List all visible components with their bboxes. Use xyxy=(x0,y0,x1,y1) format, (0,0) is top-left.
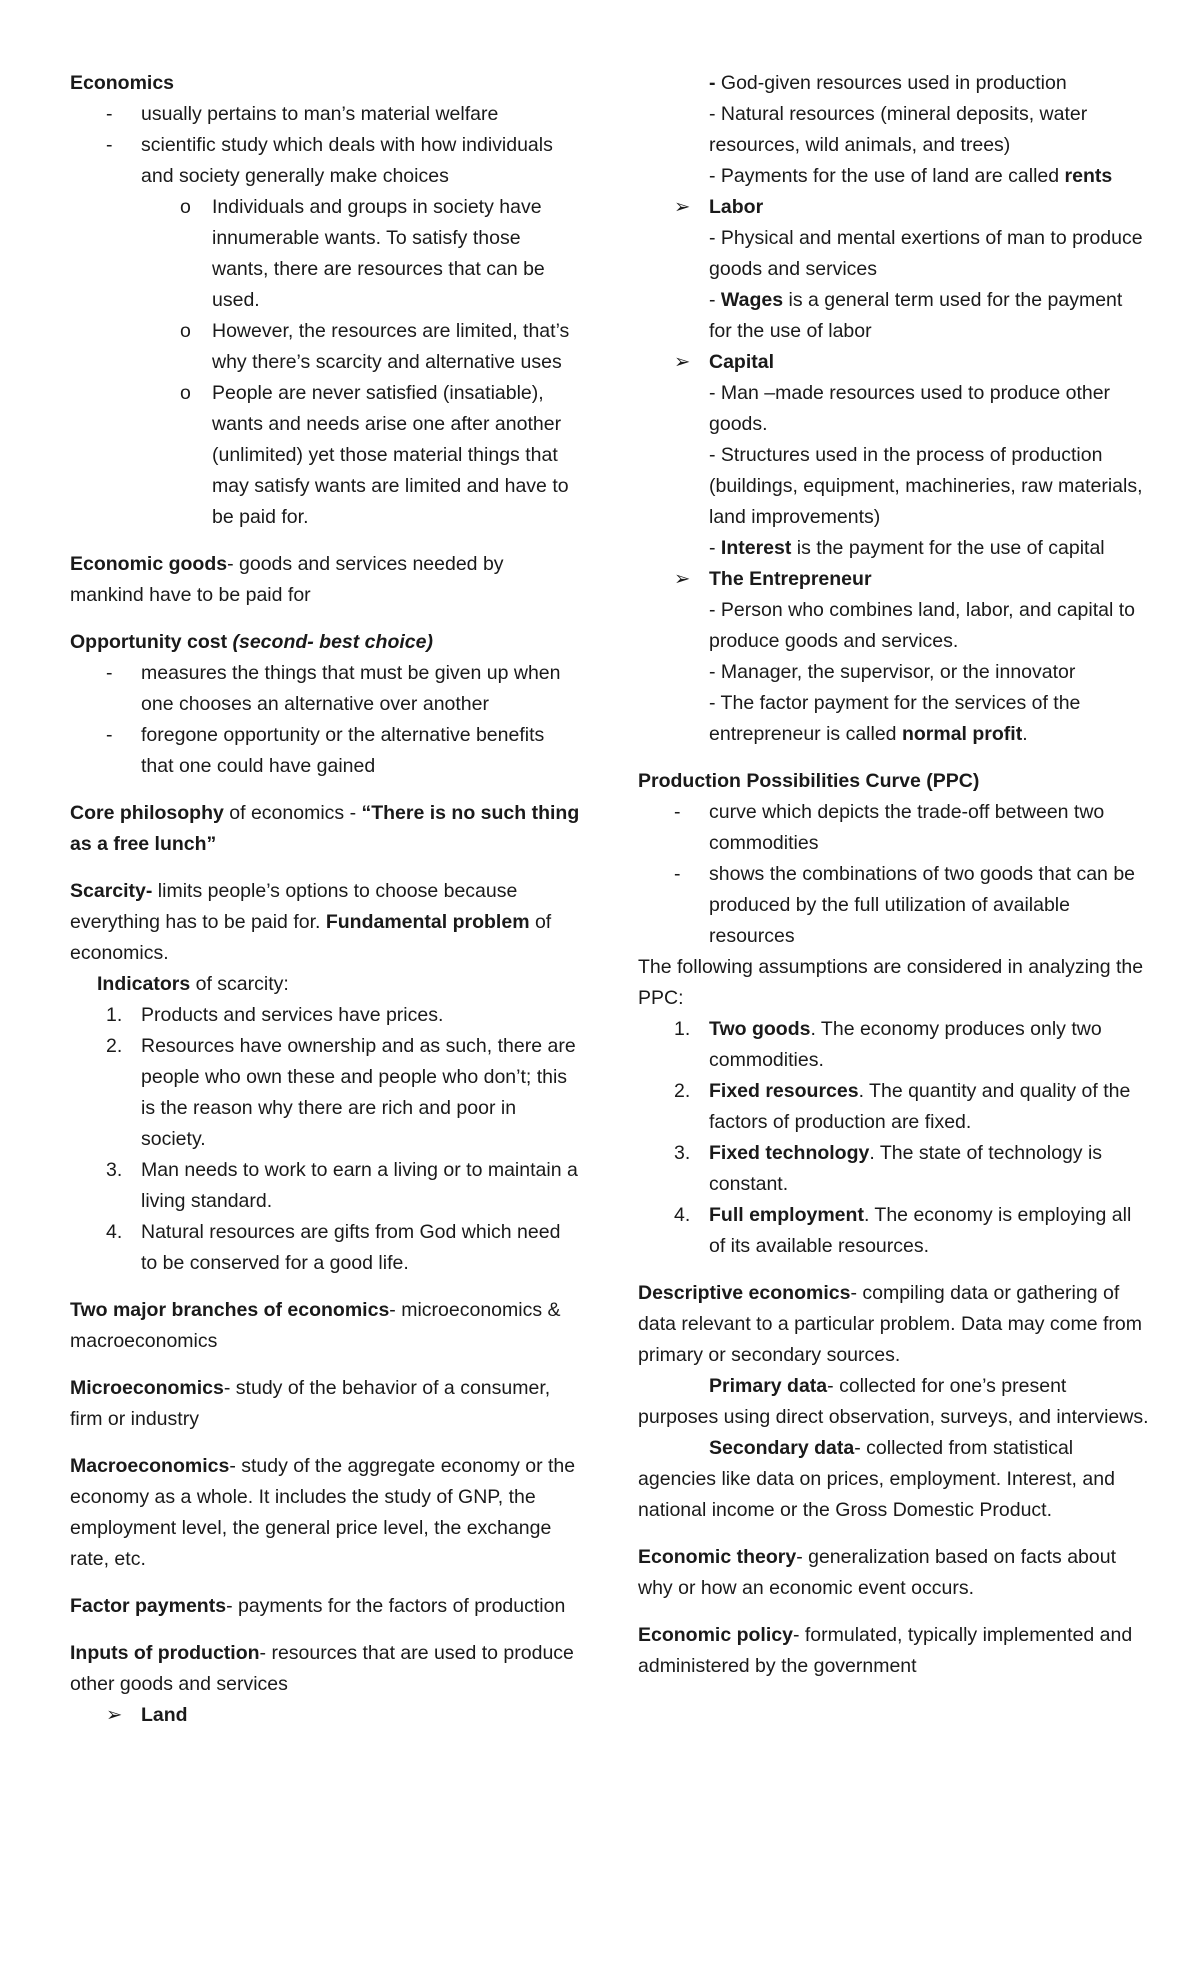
item-number: 1. xyxy=(674,1018,691,1040)
ppc-assumption-3 xyxy=(638,1138,1150,1200)
item-number: 3. xyxy=(674,1142,691,1164)
ppc-title: Production Possibilities Curve (PPC) xyxy=(638,770,980,792)
scarcity-text: limits people’s options to choose because everything has to be paid for. xyxy=(70,880,518,933)
primary-data-definition xyxy=(638,1371,1150,1433)
scarcity-indicators-heading xyxy=(70,969,582,1000)
land-desc-3 xyxy=(638,161,1150,192)
scarcity-item-3 xyxy=(70,1155,582,1217)
opportunity-cost-term: Opportunity cost xyxy=(70,631,228,653)
inputs-term: Inputs of production xyxy=(70,1642,260,1664)
entrepreneur-line-3-text: - The factor payment for the services of the entrepreneur is called xyxy=(709,692,1081,745)
capital-line-3 xyxy=(638,533,1150,564)
inputs-definition xyxy=(70,1638,582,1700)
ppc-assumption-2 xyxy=(638,1076,1150,1138)
assumption-text: . The state of technology is constant. xyxy=(709,1142,1103,1195)
labor-line-2-text: is a general term used for the payment for the use of labor xyxy=(709,289,1123,342)
labor-dash: - xyxy=(709,289,721,311)
economic-theory-text: - generalization based on facts about why or how an economic event occurs. xyxy=(638,1546,1117,1599)
labor-line-2 xyxy=(638,285,1150,347)
economics-bullet-1: - usually pertains to man’s material welfare xyxy=(70,99,582,130)
assumption-text: . The quantity and quality of the factors of production are fixed. xyxy=(709,1080,1131,1133)
item-number: 4. xyxy=(106,1221,123,1243)
economics-sub-bullet-1: o Individuals and groups in society have innumerable wants. To satisfy those wants, there are resources that can be used. xyxy=(70,192,582,316)
economic-theory-term: Economic theory xyxy=(638,1546,797,1568)
microeconomics-definition xyxy=(70,1373,582,1435)
economic-policy-term: Economic policy xyxy=(638,1624,793,1646)
economic-theory-definition xyxy=(638,1542,1150,1604)
item-text: Natural resources are gifts from God which need to be conserved for a good life. xyxy=(141,1221,561,1274)
secondary-data-text: - collected from statistical agencies like data on prices, employment. Interest, and national income or the Gross Domestic Product. xyxy=(638,1437,1115,1521)
ppc-assumptions-intro: The following assumptions are considered in analyzing the PPC: xyxy=(638,956,1144,1009)
scarcity-text-2: of economics. xyxy=(70,911,552,964)
left-column xyxy=(70,68,582,1731)
item-number: 4. xyxy=(674,1204,691,1226)
opportunity-cost-section xyxy=(70,627,582,782)
scarcity-item-1 xyxy=(70,1000,582,1031)
interest-term: Interest xyxy=(720,537,792,559)
entrepreneur-line-1: - Person who combines land, labor, and capital to produce goods and services. xyxy=(709,599,1136,652)
core-philosophy-term: Core philosophy xyxy=(70,802,224,824)
labor-line-1: - Physical and mental exertions of man to produce goods and services xyxy=(709,227,1143,280)
ppc-assumption-4 xyxy=(638,1200,1150,1262)
entrepreneur-line-3 xyxy=(638,688,1150,750)
item-text: Man needs to work to earn a living or to maintain a living standard. xyxy=(141,1159,578,1212)
item-text: Resources have ownership and as such, there are people who own these and people who don’t; this is the reason why there are rich and poor in society. xyxy=(141,1035,576,1150)
branches-term: Two major branches of economics xyxy=(70,1299,390,1321)
factor-payments-definition xyxy=(70,1591,582,1622)
economic-goods-term: Economic goods xyxy=(70,553,228,575)
land-desc-1 xyxy=(638,68,1150,99)
macroeconomics-definition xyxy=(70,1451,582,1575)
descriptive-term: Descriptive economics xyxy=(638,1282,851,1304)
core-philosophy-quote: “There is no such thing as a free lunch” xyxy=(70,802,580,855)
primary-data-term: Primary data xyxy=(709,1375,828,1397)
secondary-data-definition xyxy=(638,1433,1150,1526)
assumption-text: . The economy is employing all of its available resources. xyxy=(709,1204,1132,1257)
economic-policy-definition xyxy=(638,1620,1150,1682)
economics-bullet-2: - scientific study which deals with how individuals and society generally make choices xyxy=(70,130,582,192)
assumption-term: Fixed resources xyxy=(709,1080,859,1102)
assumption-term: Full employment xyxy=(709,1204,864,1226)
descriptive-text: - compiling data or gathering of data relevant to a particular problem. Data may come from primary or secondary sources. xyxy=(638,1282,1142,1366)
economics-title: Economics xyxy=(70,72,175,94)
land-arrow-item: ➢ Land xyxy=(70,1700,582,1731)
opportunity-cost-note: (second- best choice) xyxy=(232,631,433,653)
capital-arrow-item: ➢ Capital xyxy=(638,347,1150,378)
land-desc-text: - Payments for the use of land are called xyxy=(709,165,1065,187)
macroeconomics-text: - study of the aggregate economy or the economy as a whole. It includes the study of GNP, the employment level, the general price level, the exchange rate, etc. xyxy=(70,1455,576,1570)
indicators-term: Indicators xyxy=(97,973,191,995)
economics-sub-bullet-3: o People are never satisfied (insatiable), wants and needs arise one after another (unlimited) yet those material things that may satisfy wants are limited and have to be paid for. xyxy=(70,378,582,533)
indicators-text: of scarcity: xyxy=(190,973,289,995)
inputs-text: - resources that are used to produce other goods and services xyxy=(70,1642,574,1695)
microeconomics-term: Microeconomics xyxy=(70,1377,224,1399)
factor-payments-text: - payments for the factors of production xyxy=(226,1595,566,1617)
period: . xyxy=(1022,723,1028,745)
item-number: 1. xyxy=(106,1004,123,1026)
scarcity-fundamental: Fundamental problem xyxy=(325,911,530,933)
capital-line-1: - Man –made resources used to produce other goods. xyxy=(709,382,1111,435)
ppc-bullet-2: - shows the combinations of two goods that can be produced by the full utilization of available resources xyxy=(638,859,1150,952)
item-number: 2. xyxy=(106,1035,123,1057)
labor-arrow-item: ➢ Labor xyxy=(638,192,1150,223)
capital-dash: - xyxy=(709,537,721,559)
branches-definition xyxy=(70,1295,582,1357)
scarcity-item-4 xyxy=(70,1217,582,1279)
capital-line-3-text: is the payment for the use of capital xyxy=(791,537,1105,559)
core-philosophy-text: of economics - xyxy=(223,802,362,824)
economic-policy-text: - formulated, typically implemented and administered by the government xyxy=(638,1624,1133,1677)
land-desc-text: God-given resources used in production xyxy=(720,72,1067,94)
item-text: Products and services have prices. xyxy=(141,1004,444,1026)
primary-data-text: - collected for one’s present purposes using direct observation, surveys, and interviews. xyxy=(638,1375,1149,1428)
economic-goods-text: - goods and services needed by mankind have to be paid for xyxy=(70,553,504,606)
scarcity-section xyxy=(70,876,582,1279)
microeconomics-text: - study of the behavior of a consumer, firm or industry xyxy=(70,1377,551,1430)
factors-of-production xyxy=(638,68,1150,750)
land-desc-2: - Natural resources (mineral deposits, water resources, wild animals, and trees) xyxy=(709,103,1088,156)
entrepreneur-arrow-item: ➢ The Entrepreneur xyxy=(638,564,1150,595)
ppc-bullet-1: - curve which depicts the trade-off between two commodities xyxy=(638,797,1150,859)
descriptive-economics-section xyxy=(638,1278,1150,1526)
assumption-term: Fixed technology xyxy=(709,1142,870,1164)
macroeconomics-term: Macroeconomics xyxy=(70,1455,230,1477)
item-number: 2. xyxy=(674,1080,691,1102)
wages-term: Wages xyxy=(720,289,784,311)
scarcity-term: Scarcity- xyxy=(70,880,153,902)
capital-line-2: - Structures used in the process of production (buildings, equipment, machineries, raw materials, land improvements) xyxy=(709,444,1143,528)
ppc-assumption-1 xyxy=(638,1014,1150,1076)
land-desc-dash: - xyxy=(709,72,721,94)
factor-payments-term: Factor payments xyxy=(70,1595,227,1617)
economic-goods-definition xyxy=(70,549,582,611)
opportunity-cost-bullet-2: - foregone opportunity or the alternative benefits that one could have gained xyxy=(70,720,582,782)
assumption-term: Two goods xyxy=(709,1018,811,1040)
item-number: 3. xyxy=(106,1159,123,1181)
economics-sub-bullet-2: o However, the resources are limited, that’s why there’s scarcity and alternative uses xyxy=(70,316,582,378)
entrepreneur-line-2: - Manager, the supervisor, or the innovator xyxy=(709,661,1076,683)
rents-term: rents xyxy=(1064,165,1113,187)
descriptive-definition xyxy=(638,1278,1150,1371)
scarcity-item-2 xyxy=(70,1031,582,1155)
branches-text: - microeconomics & macroeconomics xyxy=(70,1299,561,1352)
ppc-section xyxy=(638,766,1150,1262)
assumption-text: . The economy produces only two commodities. xyxy=(709,1018,1102,1071)
economics-section xyxy=(70,68,582,533)
opportunity-cost-bullet-1: - measures the things that must be given up when one chooses an alternative over another xyxy=(70,658,582,720)
core-philosophy xyxy=(70,798,582,860)
secondary-data-term: Secondary data xyxy=(709,1437,855,1459)
right-column xyxy=(638,68,1150,1682)
normal-profit-term: normal profit xyxy=(901,723,1023,745)
